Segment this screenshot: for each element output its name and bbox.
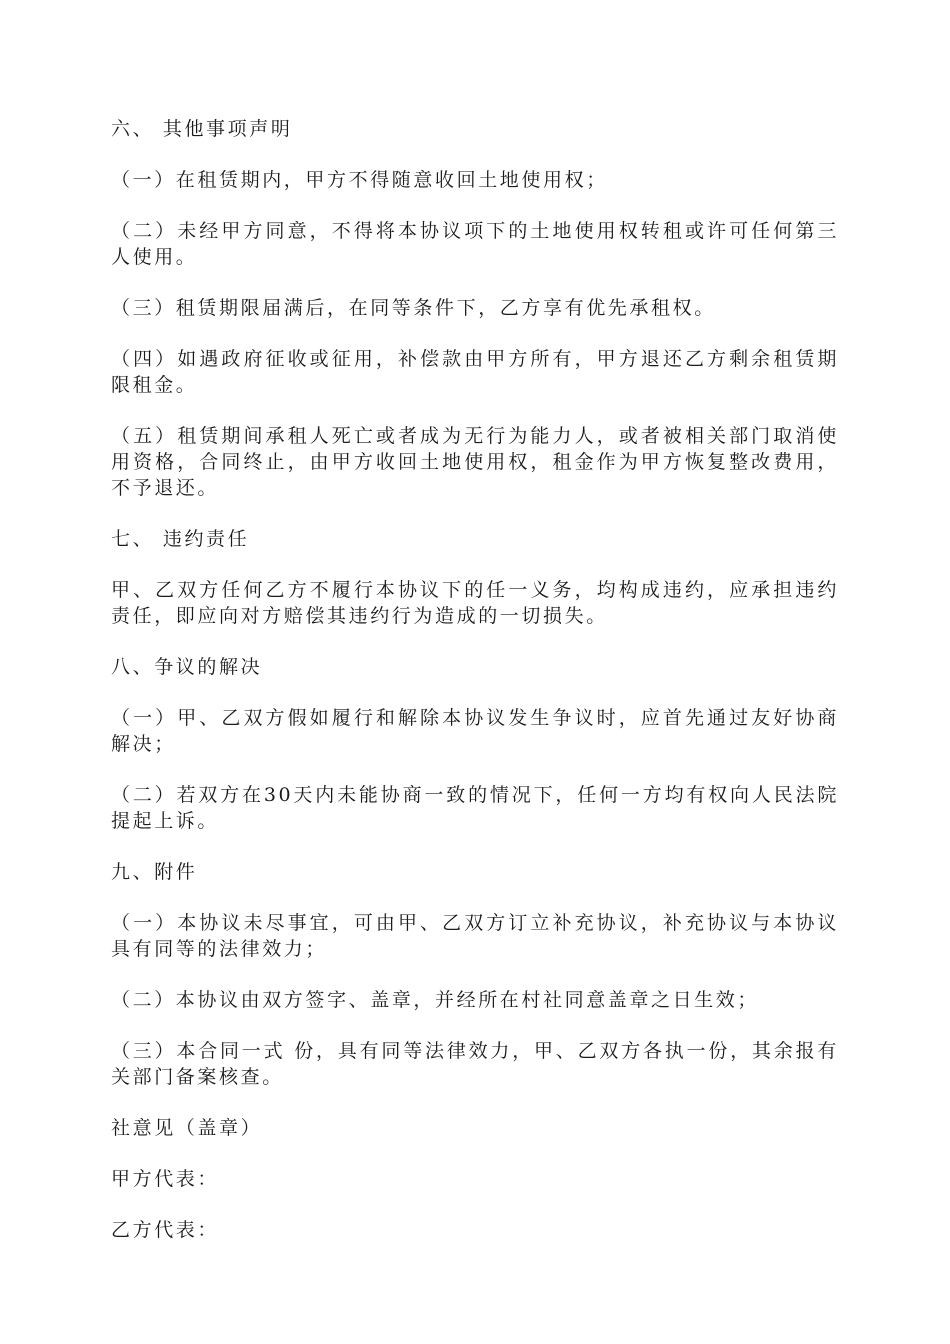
section-heading-other-matters: 六、 其他事项声明: [111, 118, 293, 140]
signature-party-a: 甲方代表：: [111, 1168, 220, 1190]
clause-9-3: （三）本合同一式 份，具有同等法律效力，甲、乙双方各执一份，其余报有关部门备案核查。: [111, 1040, 839, 1088]
clause-6-3: （三）租赁期限届满后，在同等条件下，乙方享有优先承租权。: [111, 297, 716, 319]
clause-6-2: （二）未经甲方同意，不得将本协议项下的土地使用权转租或许可任何第三人使用。: [111, 220, 839, 268]
section-heading-attachments: 九、附件: [111, 861, 198, 883]
section-heading-dispute-resolution: 八、争议的解决: [111, 656, 263, 678]
signature-party-b: 乙方代表：: [111, 1219, 220, 1241]
clause-6-1: （一）在租赁期内，甲方不得随意收回土地使用权；: [111, 169, 608, 191]
document-page: [111, 116, 839, 1268]
clause-8-1: （一）甲、乙双方假如履行和解除本协议发生争议时，应首先通过友好协商解决；: [111, 707, 839, 755]
clause-9-1: （一）本协议未尽事宜，可由甲、乙双方订立补充协议，补充协议与本协议具有同等的法律效力；: [111, 912, 839, 960]
signature-community-opinion: 社意见（盖章）: [111, 1117, 263, 1139]
clause-9-2: （二）本协议由双方签字、盖章，并经所在村社同意盖章之日生效；: [111, 989, 760, 1011]
clause-7-body: 甲、乙双方任何乙方不履行本协议下的任一义务，均构成违约，应承担违约责任，即应向对方赔偿其违约行为造成的一切损失。: [111, 579, 839, 627]
clause-8-2: （二）若双方在30天内未能协商一致的情况下，任何一方均有权向人民法院提起上诉。: [111, 784, 839, 832]
section-heading-breach-liability: 七、 违约责任: [111, 528, 250, 550]
clause-6-4: （四）如遇政府征收或征用，补偿款由甲方所有，甲方退还乙方剩余租赁期限租金。: [111, 348, 839, 396]
clause-6-5: （五）租赁期间承租人死亡或者成为无行为能力人，或者被相关部门取消使用资格，合同终止，由甲方收回土地使用权，租金作为甲方恢复整改费用，不予退还。: [111, 425, 839, 499]
